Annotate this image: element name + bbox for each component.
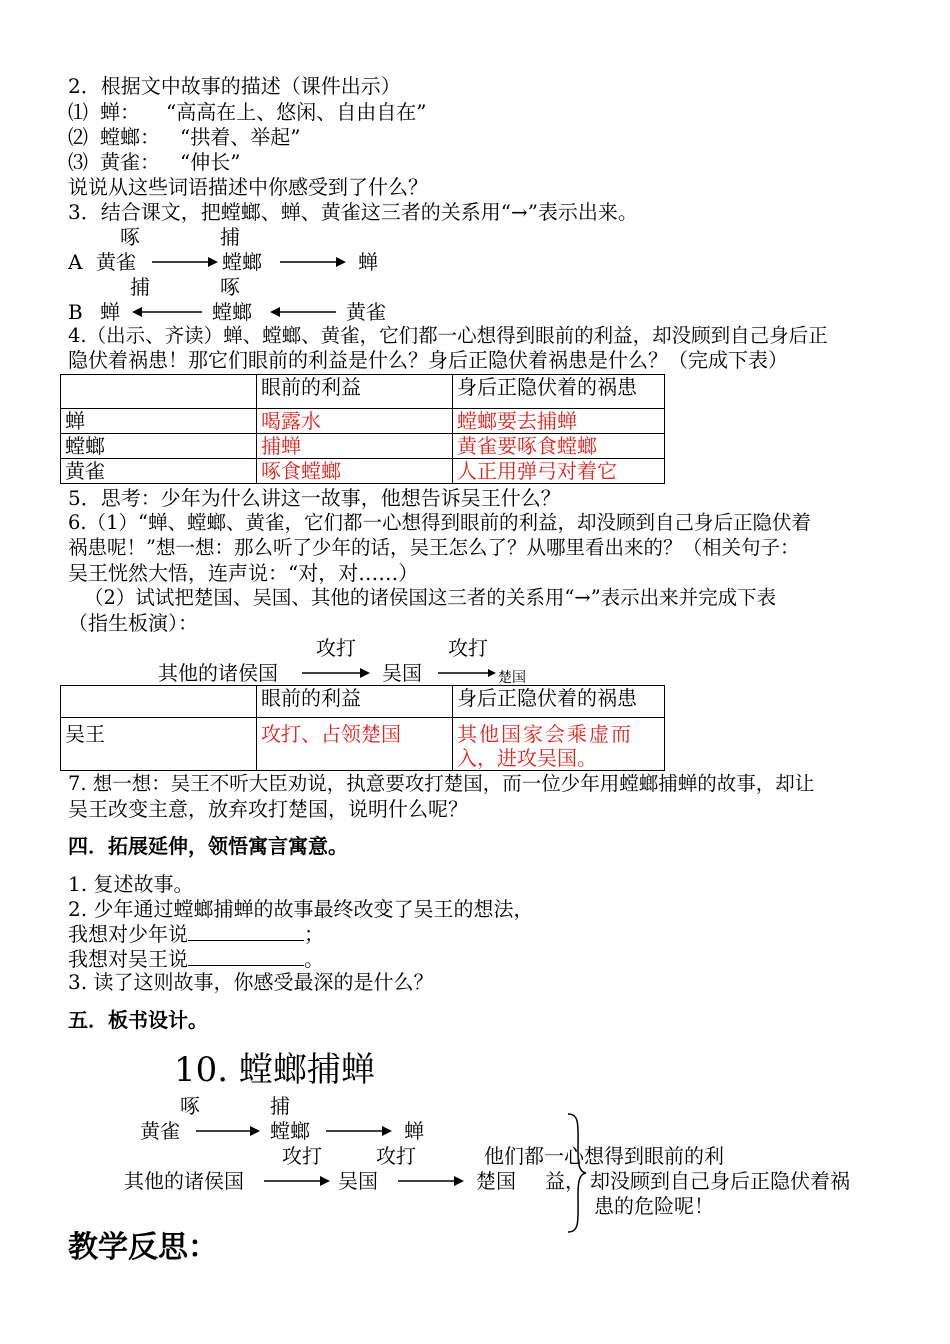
right-arrow-icon	[324, 1123, 394, 1139]
chain-c-verb-1: 攻打	[316, 636, 356, 660]
row-benefit: 啄食螳螂	[257, 459, 453, 484]
chain-c-verb-2: 攻打	[448, 636, 488, 660]
q2-question: 说说从这些词语描述中你感受到了什么？	[68, 175, 428, 199]
board-chain2-verb-1: 攻打	[282, 1144, 322, 1168]
q2-item-num: ⑶	[68, 150, 88, 174]
table-row	[61, 409, 665, 434]
q6-line-2: 祸患呢！”想一想：那么听了少年的话，吴王怎么了？从哪里看出来的？（相关句子：	[68, 536, 800, 559]
q3-title: 3．结合课文，把螳螂、蝉、黄雀这三者的关系用“→”表示出来。	[68, 200, 638, 224]
q4-line-2: 隐伏着祸患！那它们眼前的利益是什么？身后正隐伏着祸患是什么？（完成下表）	[68, 348, 788, 372]
reflection-heading: 教学反思：	[68, 1230, 218, 1265]
chain-a-verb-1: 啄	[120, 225, 140, 249]
row-benefit: 攻打、占领楚国	[257, 718, 453, 771]
chain-b-node-2: 螳螂	[212, 300, 252, 324]
table-row	[61, 718, 665, 771]
table-header-cell: 眼前的利益	[257, 375, 453, 409]
table-row	[61, 459, 665, 484]
q2-title: 2．根据文中故事的描述（课件出示）	[68, 74, 401, 98]
row-danger: 人正用弹弓对着它	[453, 459, 665, 484]
chain-c-node-3: 楚国	[498, 670, 526, 686]
q6-line-5: （指生板演）：	[68, 611, 198, 635]
row-danger: 黄雀要啄食螳螂	[453, 434, 665, 459]
board-summary-line-1b: 益，	[545, 1169, 585, 1193]
section-4-heading: 四．拓展延伸，领悟寓言寓意。	[68, 834, 348, 858]
left-arrow-icon	[130, 304, 204, 320]
sec4-item-2a: 我想对少年说 ；	[68, 922, 324, 946]
right-arrow-icon	[278, 254, 348, 270]
board-summary-line-2: 却没顾到自己身后正隐伏着祸	[590, 1169, 850, 1193]
row-danger: 螳螂要去捕蝉	[453, 409, 665, 434]
row-benefit: 捕蝉	[257, 434, 453, 459]
chain-c-node-2: 吴国	[382, 661, 422, 685]
q7-line-2: 吴王改变主意，放弃攻打楚国，说明什么呢？	[68, 797, 468, 821]
chain-a-label: A	[68, 250, 83, 274]
sec4-item-2: 2. 少年通过螳螂捕蝉的故事最终改变了吴王的想法，	[68, 897, 534, 921]
right-arrow-icon	[150, 254, 220, 270]
right-arrow-icon	[436, 665, 498, 681]
sec4-item-3: 3. 读了这则故事，你感受最深的是什么？	[68, 970, 434, 994]
row-name: 吴王	[61, 718, 257, 771]
answer-blank[interactable]	[188, 922, 304, 941]
q6-line-4: （2）试试把楚国、吴国、其他的诸侯国这三者的关系用“→”表示出来并完成下表	[84, 586, 777, 609]
table-row	[61, 434, 665, 459]
table-header-cell: 眼前的利益	[257, 686, 453, 718]
chain-a-node-3: 蝉	[358, 250, 378, 274]
board-chain1-node-2: 螳螂	[270, 1119, 310, 1143]
q2-item-desc: “伸长”	[180, 150, 241, 174]
right-arrow-icon	[300, 665, 372, 681]
board-chain2-node-2: 吴国	[338, 1169, 378, 1193]
q2-item-name: 螳螂：	[100, 125, 160, 149]
table-header-cell	[61, 686, 257, 718]
chain-b-verb-2: 啄	[220, 275, 240, 299]
board-summary-line-3: 患的危险呢！	[594, 1194, 714, 1218]
q5-text: 5．思考：少年为什么讲这一故事，他想告诉吴王什么？	[68, 486, 561, 510]
chain-b-label: B	[68, 300, 83, 324]
right-arrow-icon	[396, 1173, 466, 1189]
chain-a-node-2: 螳螂	[222, 250, 262, 274]
chain-a-node-1: 黄雀	[96, 250, 136, 274]
chain-b-node-3: 黄雀	[346, 300, 386, 324]
q2-item-name: 蝉：	[100, 100, 140, 124]
row-name: 螳螂	[61, 434, 257, 459]
q2-item-desc: “拱着、举起”	[180, 125, 301, 149]
section-5-heading: 五．板书设计。	[68, 1008, 208, 1032]
wu-king-table	[60, 685, 665, 771]
right-brace-icon	[564, 1112, 590, 1234]
q6-line-3: 吴王恍然大悟，连声说：“对，对……）	[68, 561, 419, 585]
answer-blank[interactable]	[188, 947, 304, 966]
q2-item-name: 黄雀：	[100, 150, 160, 174]
board-chain2-node-3: 楚国	[476, 1169, 516, 1193]
table-header-cell: 身后正隐伏着的祸患	[453, 686, 665, 718]
sec4-item-2b: 我想对吴王说 。	[68, 947, 324, 971]
board-chain1-node-3: 蝉	[404, 1119, 424, 1143]
board-chain1-verb-1: 啄	[180, 1094, 200, 1118]
sec4-item-1: 1. 复述故事。	[68, 872, 194, 896]
q2-item-num: ⑵	[68, 125, 88, 149]
board-chain2-verb-2: 攻打	[376, 1144, 416, 1168]
table-header-cell: 身后正隐伏着的祸患	[453, 375, 665, 409]
row-benefit: 喝露水	[257, 409, 453, 434]
chain-b-node-1: 蝉	[100, 300, 120, 324]
right-arrow-icon	[262, 1173, 332, 1189]
benefit-danger-table	[60, 374, 665, 484]
row-danger: 其他国家会乘虚而 入，进攻吴国。	[453, 718, 665, 771]
board-title: 10. 螳螂捕蝉	[174, 1050, 375, 1090]
row-name: 黄雀	[61, 459, 257, 484]
board-chain1-node-1: 黄雀	[140, 1119, 180, 1143]
chain-a-verb-2: 捕	[220, 225, 240, 249]
chain-b-verb-1: 捕	[130, 275, 150, 299]
q2-item-desc: “高高在上、悠闲、自由自在”	[166, 100, 427, 124]
row-name: 蝉	[61, 409, 257, 434]
board-chain1-verb-2: 捕	[270, 1094, 290, 1118]
board-summary-line-1: 他们都一心想得到眼前的利	[484, 1144, 724, 1168]
chain-c-node-1: 其他的诸侯国	[158, 661, 278, 685]
q2-item-num: ⑴	[68, 100, 88, 124]
right-arrow-icon	[194, 1123, 262, 1139]
q7-line-1: 7. 想一想：吴王不听大臣劝说，执意要攻打楚国，而一位少年用螳螂捕蝉的故事，却让	[68, 772, 815, 795]
board-chain2-node-1: 其他的诸侯国	[124, 1169, 244, 1193]
left-arrow-icon	[268, 304, 338, 320]
table-header-cell	[61, 375, 257, 409]
q6-line-1: 6.（1）“蝉、螳螂、黄雀，它们都一心想得到眼前的利益，却没顾到自己身后正隐伏着	[68, 511, 811, 534]
q4-line-1: 4.（出示、齐读）蝉、螳螂、黄雀，它们都一心想得到眼前的利益，却没顾到自己身后正	[68, 324, 828, 347]
